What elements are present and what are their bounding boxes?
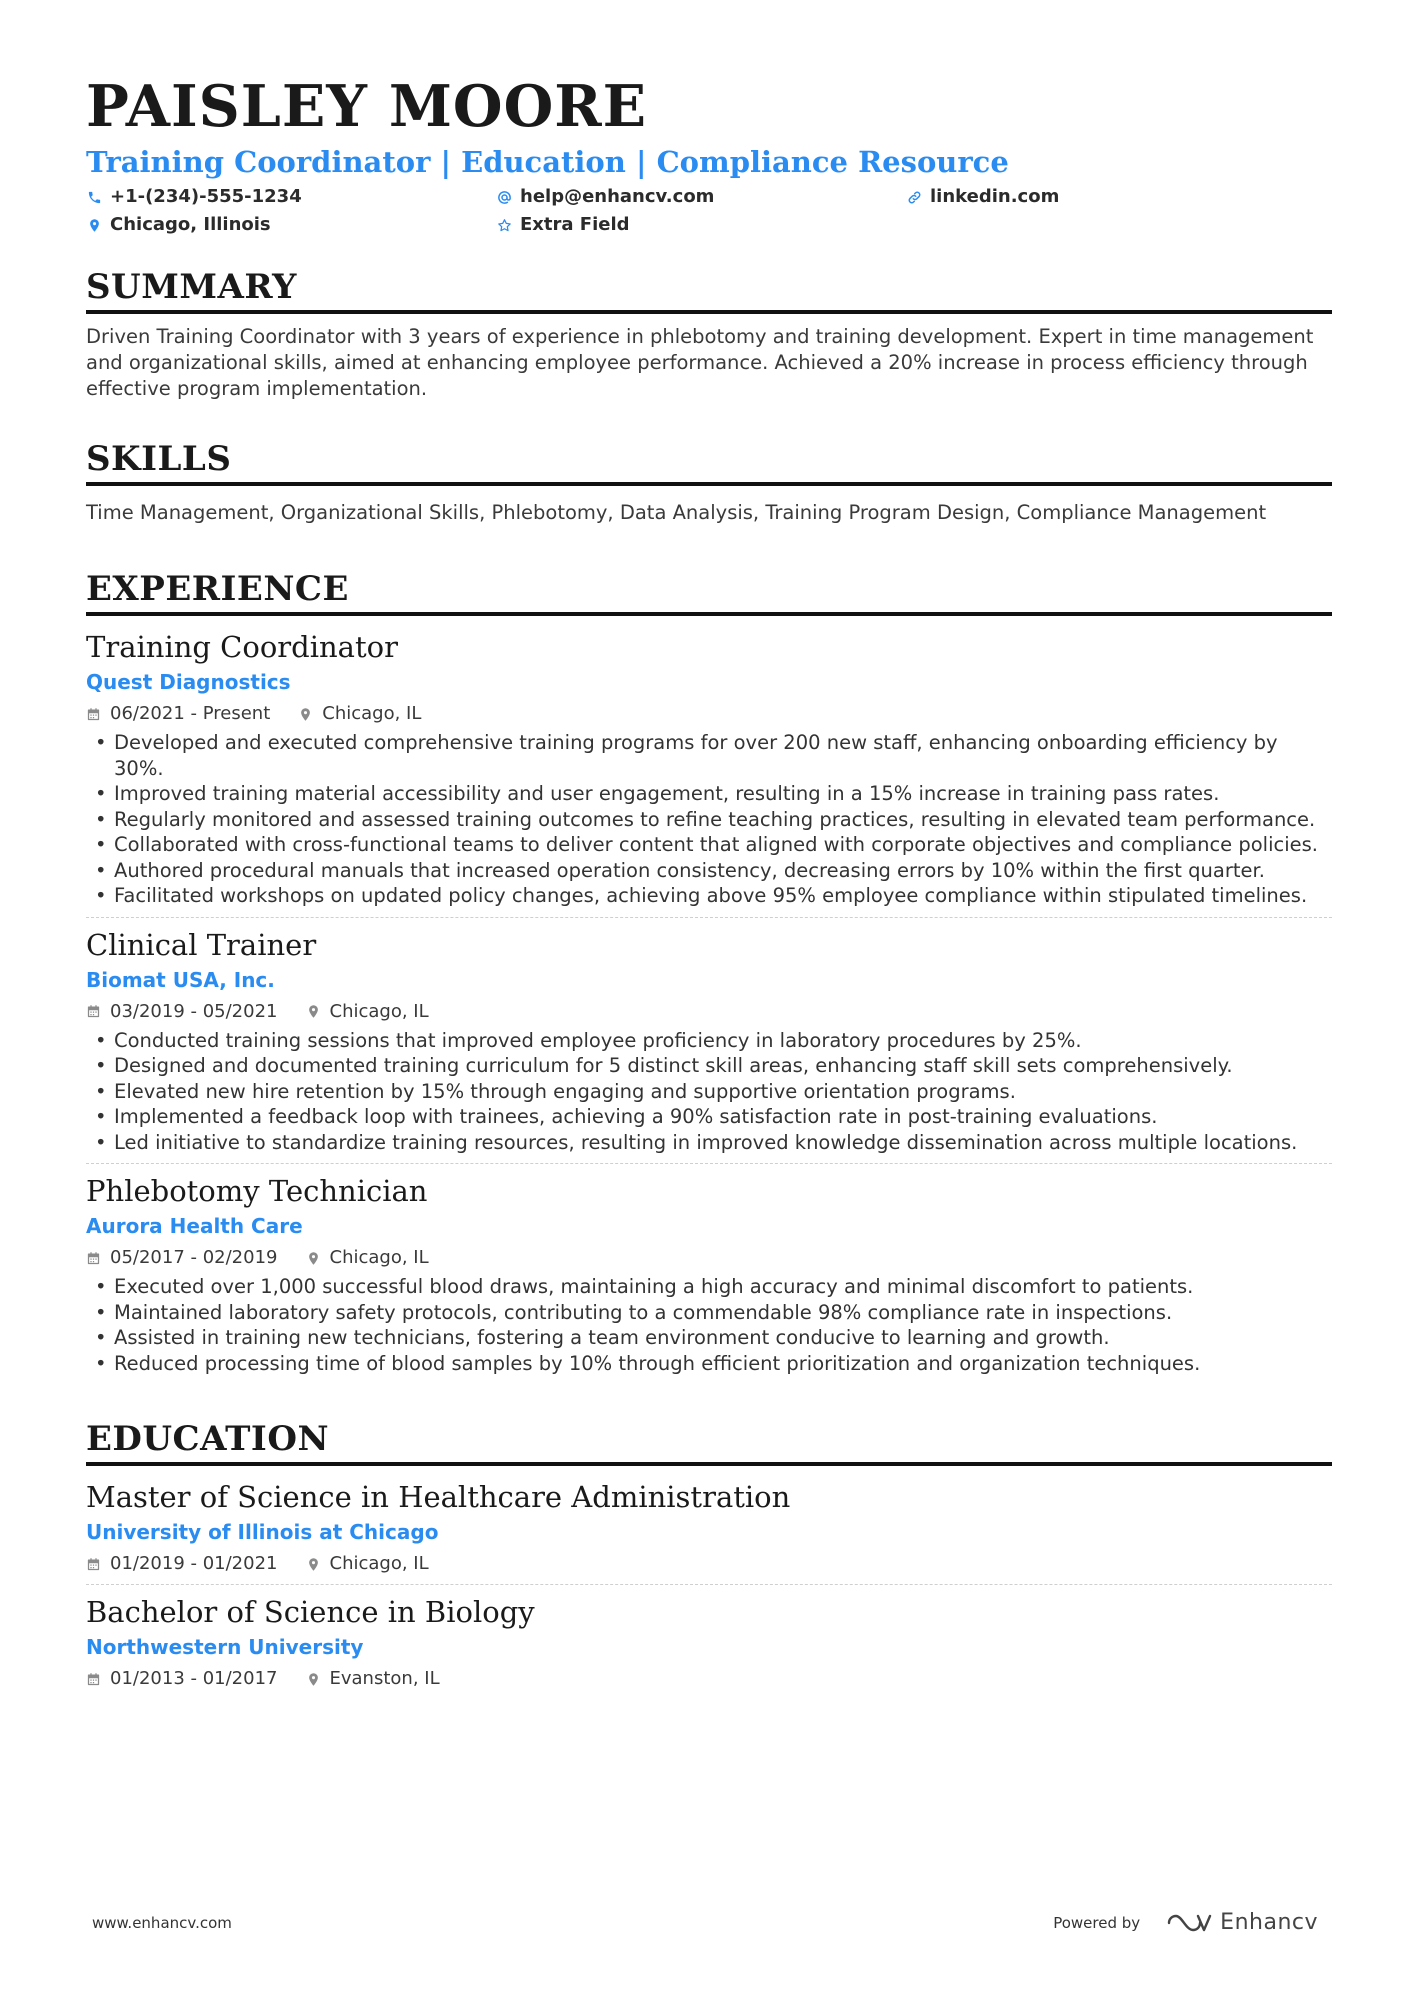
calendar-icon <box>86 1004 101 1019</box>
entry-dates-text: 01/2019 - 01/2021 <box>110 1553 278 1574</box>
entry-location-text: Chicago, IL <box>329 1247 429 1268</box>
entry-dates-text: 03/2019 - 05/2021 <box>110 1000 278 1022</box>
achievement-list <box>86 1274 1332 1376</box>
contact-list <box>86 186 1332 236</box>
contact-linkedin-text: linkedin.com <box>930 186 1060 207</box>
location-pin-icon <box>306 1251 321 1266</box>
contact-linkedin[interactable] <box>906 186 1332 208</box>
job-title: Clinical Trainer <box>86 927 317 962</box>
company-name: Quest Diagnostics <box>86 670 291 694</box>
achievement-list <box>86 1028 1332 1156</box>
list-item: • Reduced processing time of blood samples by 10% through efficient prioritization and organization techniques. <box>86 1351 1332 1377</box>
entry-dates <box>86 1552 278 1576</box>
skills-section <box>86 438 1332 526</box>
contact-location-text: Chicago, Illinois <box>110 214 271 235</box>
entry-location <box>298 702 421 726</box>
list-item: • Designed and documented training curriculum for 5 distinct skill areas, enhancing staff skill sets comprehensively. <box>86 1053 1332 1079</box>
star-icon <box>496 217 512 233</box>
entry-location <box>306 1667 440 1691</box>
entry-dates-text: 06/2021 - Present <box>110 703 271 724</box>
contact-location <box>86 214 496 236</box>
location-pin-icon <box>306 1004 321 1019</box>
entry-meta <box>86 1246 1332 1270</box>
degree-title: Bachelor of Science in Biology <box>86 1595 535 1629</box>
entry-location-text: Evanston, IL <box>329 1668 440 1689</box>
phone-icon <box>86 189 102 205</box>
footer-url[interactable]: www.enhancv.com <box>92 1913 232 1932</box>
education-entry <box>86 1478 1332 1584</box>
contact-phone[interactable] <box>86 186 496 208</box>
entry-location-text: Chicago, IL <box>329 1553 429 1574</box>
list-item: • Facilitated workshops on updated policy changes, achieving above 95% employee compliance within stipulated timelines. <box>86 883 1332 909</box>
entry-dates <box>86 1667 278 1691</box>
powered-by-label: Powered by <box>1053 1913 1141 1932</box>
contact-extra <box>496 214 906 236</box>
entry-location-text: Chicago, IL <box>322 703 422 724</box>
skills-text: Time Management, Organizational Skills, Phlebotomy, Data Analysis, Training Program Design, Compliance Management <box>86 501 1267 524</box>
education-entry <box>86 1584 1332 1699</box>
calendar-icon <box>86 707 101 722</box>
at-icon <box>496 189 512 205</box>
education-heading: EDUCATION <box>86 1418 1332 1466</box>
resume-header <box>86 74 1332 236</box>
list-item: • Conducted training sessions that improved employee proficiency in laboratory procedures by 25%. <box>86 1028 1332 1054</box>
school-name: Northwestern University <box>86 1635 364 1659</box>
list-item: • Executed over 1,000 successful blood draws, maintaining a high accuracy and minimal discomfort to patients. <box>86 1274 1332 1300</box>
entry-meta <box>86 1552 1332 1576</box>
entry-meta <box>86 702 1332 726</box>
calendar-icon <box>86 1672 101 1687</box>
entry-location <box>306 1246 429 1270</box>
experience-entry <box>86 1163 1332 1384</box>
achievement-list <box>86 730 1332 909</box>
enhancv-logo-icon <box>1166 1912 1212 1934</box>
contact-extra-text: Extra Field <box>520 214 630 235</box>
page-footer <box>92 1910 1318 1935</box>
list-item: • Authored procedural manuals that increased operation consistency, decreasing errors by 10% within the first quarter. <box>86 858 1332 884</box>
experience-entry <box>86 917 1332 1164</box>
summary-text: Driven Training Coordinator with 3 years of experience in phlebotomy and training development. Expert in time management and organizational skills, aimed at enhancing employee performance. Achieved a 20% increase in process efficiency through effective program implementation. <box>86 325 1314 400</box>
entry-location <box>306 1000 429 1024</box>
company-name: Biomat USA, Inc. <box>86 967 275 992</box>
entry-location-text: Chicago, IL <box>329 1000 429 1022</box>
job-title: Training Coordinator <box>86 630 398 664</box>
list-item: • Maintained laboratory safety protocols, contributing to a commendable 98% compliance rate in inspections. <box>86 1300 1332 1326</box>
list-item: • Implemented a feedback loop with trainees, achieving a 90% satisfaction rate in post-training evaluations. <box>86 1104 1332 1130</box>
entry-dates <box>86 702 270 726</box>
education-section <box>86 1418 1332 1699</box>
list-item: • Elevated new hire retention by 15% through engaging and supportive orientation programs. <box>86 1079 1332 1105</box>
contact-email[interactable] <box>496 186 906 208</box>
link-icon <box>906 189 922 205</box>
location-pin-icon <box>86 217 102 233</box>
experience-section <box>86 568 1332 1384</box>
contact-email-text: help@enhancv.com <box>520 186 715 207</box>
enhancv-logo[interactable] <box>1166 1910 1318 1935</box>
list-item: • Led initiative to standardize training resources, resulting in improved knowledge dissemination across multiple locations. <box>86 1130 1332 1156</box>
entry-location <box>306 1552 429 1576</box>
location-pin-icon <box>306 1672 321 1687</box>
entry-meta <box>86 1000 1332 1024</box>
list-item: • Regularly monitored and assessed training outcomes to refine teaching practices, resulting in elevated team performance. <box>86 807 1332 833</box>
skills-heading: SKILLS <box>86 438 1332 486</box>
candidate-headline: Training Coordinator | Education | Compliance Resource <box>86 145 1009 179</box>
candidate-name: PAISLEY MOORE <box>86 73 648 140</box>
location-pin-icon <box>306 1557 321 1572</box>
list-item: • Collaborated with cross-functional teams to deliver content that aligned with corporate objectives and compliance policies. <box>86 832 1332 858</box>
entry-dates-text: 01/2013 - 01/2017 <box>110 1668 278 1689</box>
calendar-icon <box>86 1557 101 1572</box>
job-title: Phlebotomy Technician <box>86 1174 428 1208</box>
school-name: University of Illinois at Chicago <box>86 1520 439 1544</box>
enhancv-logo-text: Enhancv <box>1220 1910 1318 1935</box>
resume-page <box>86 74 1332 1699</box>
summary-heading: SUMMARY <box>86 266 1332 314</box>
experience-heading: EXPERIENCE <box>86 568 1332 616</box>
entry-dates <box>86 1000 278 1024</box>
contact-phone-text: +1-(234)-555-1234 <box>110 186 302 207</box>
powered-by <box>1053 1910 1318 1935</box>
company-name: Aurora Health Care <box>86 1214 303 1238</box>
list-item: • Assisted in training new technicians, fostering a team environment conducive to learning and growth. <box>86 1325 1332 1351</box>
entry-meta <box>86 1667 1332 1691</box>
location-pin-icon <box>298 707 313 722</box>
list-item: • Improved training material accessibility and user engagement, resulting in a 15% increase in training pass rates. <box>86 781 1332 807</box>
list-item: • Developed and executed comprehensive training programs for over 200 new staff, enhancing onboarding efficiency by 30%. <box>86 730 1332 781</box>
degree-title: Master of Science in Healthcare Administration <box>86 1480 791 1514</box>
experience-entry <box>86 628 1332 917</box>
summary-section <box>86 266 1332 402</box>
calendar-icon <box>86 1251 101 1266</box>
entry-dates-text: 05/2017 - 02/2019 <box>110 1247 278 1268</box>
entry-dates <box>86 1246 278 1270</box>
